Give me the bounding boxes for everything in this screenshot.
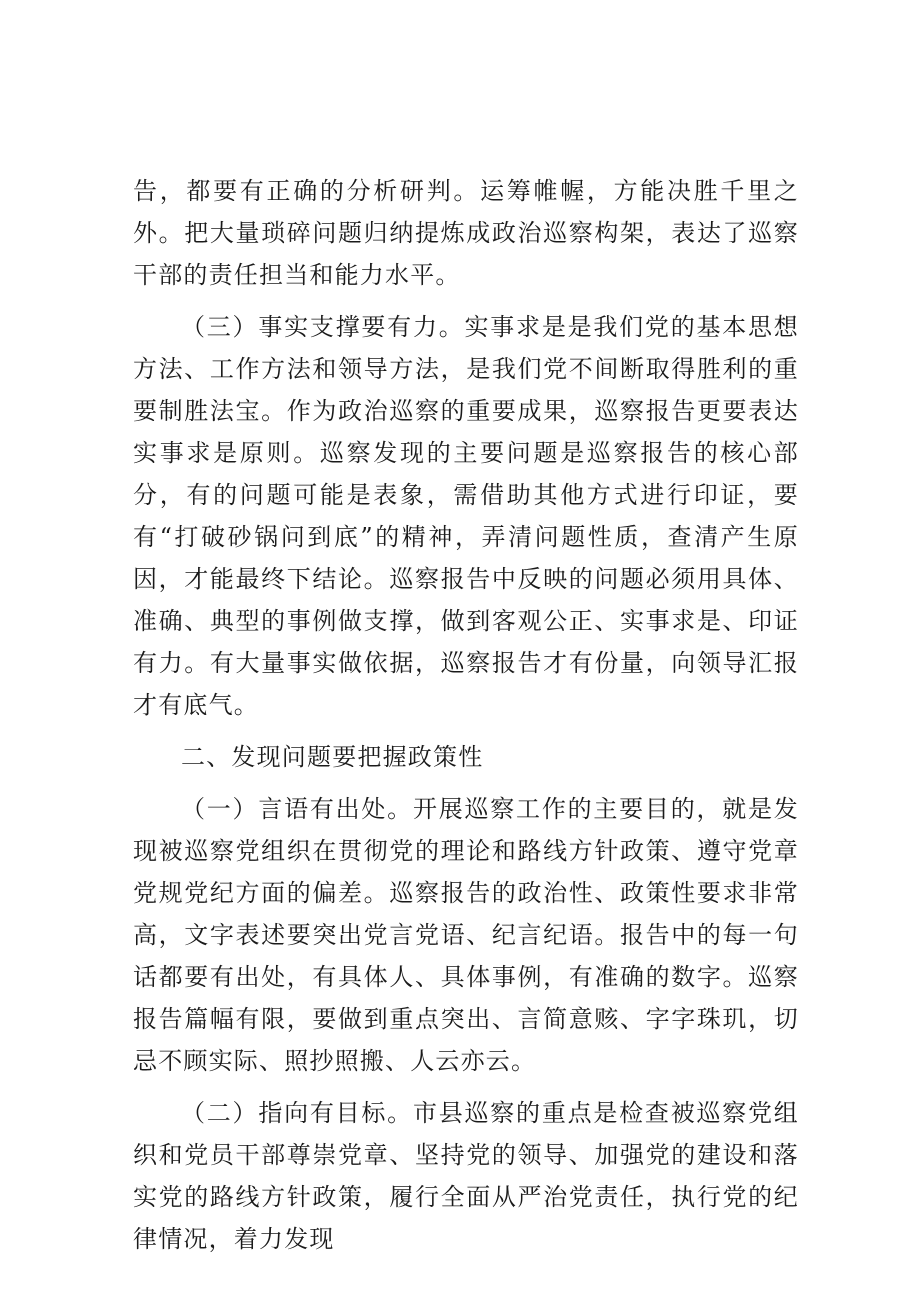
paragraph-language-source: （一）言语有出处。开展巡察工作的主要目的，就是发现被巡察党组织在贯彻党的理论和路线方针政策、遵守党章党规党纪方面的偏差。巡察报告的政治性、政策性要求非常高，文字表述要突出党言党语、纪言纪语。报告中的每一句话都要有出处，有具体人、具体事例，有准确的数字。巡察报告篇幅有限，要做到重点突出、言简意赅、字字珠玑，切忌不顾实际、照抄照搬、人云亦云。	[133, 795, 799, 1075]
paragraph-target-direction: （二）指向有目标。市县巡察的重点是检查被巡察党组织和党员干部尊崇党章、坚持党的领导、加强党的建设和落实党的路线方针政策，履行全面从严治党责任，执行党的纪律情况，着力发现	[133, 1099, 799, 1253]
document-body	[133, 170, 799, 1260]
paragraph-fact-support: （三）事实支撑要有力。实事求是是我们党的基本思想方法、工作方法和领导方法，是我们党不间断取得胜利的重要制胜法宝。作为政治巡察的重要成果，巡察报告更要表达实事求是原则。巡察发现的主要问题是巡察报告的核心部分，有的问题可能是表象，需借助其他方式进行印证，要有“打破砂锅问到底”的精神，弄清问题性质，查清产生原因，才能最终下结论。巡察报告中反映的问题必须用具体、准确、典型的事例做支撑，做到客观公正、实事求是、印证有力。有大量事实做依据，巡察报告才有份量，向领导汇报才有底气。	[133, 313, 799, 719]
paragraph-continuation: 告，都要有正确的分析研判。运筹帷幄，方能决胜千里之外。把大量琐碎问题归纳提炼成政治巡察构架，表达了巡察干部的责任担当和能力水平。	[133, 177, 799, 289]
section-heading-2: 二、发现问题要把握政策性	[181, 743, 484, 771]
